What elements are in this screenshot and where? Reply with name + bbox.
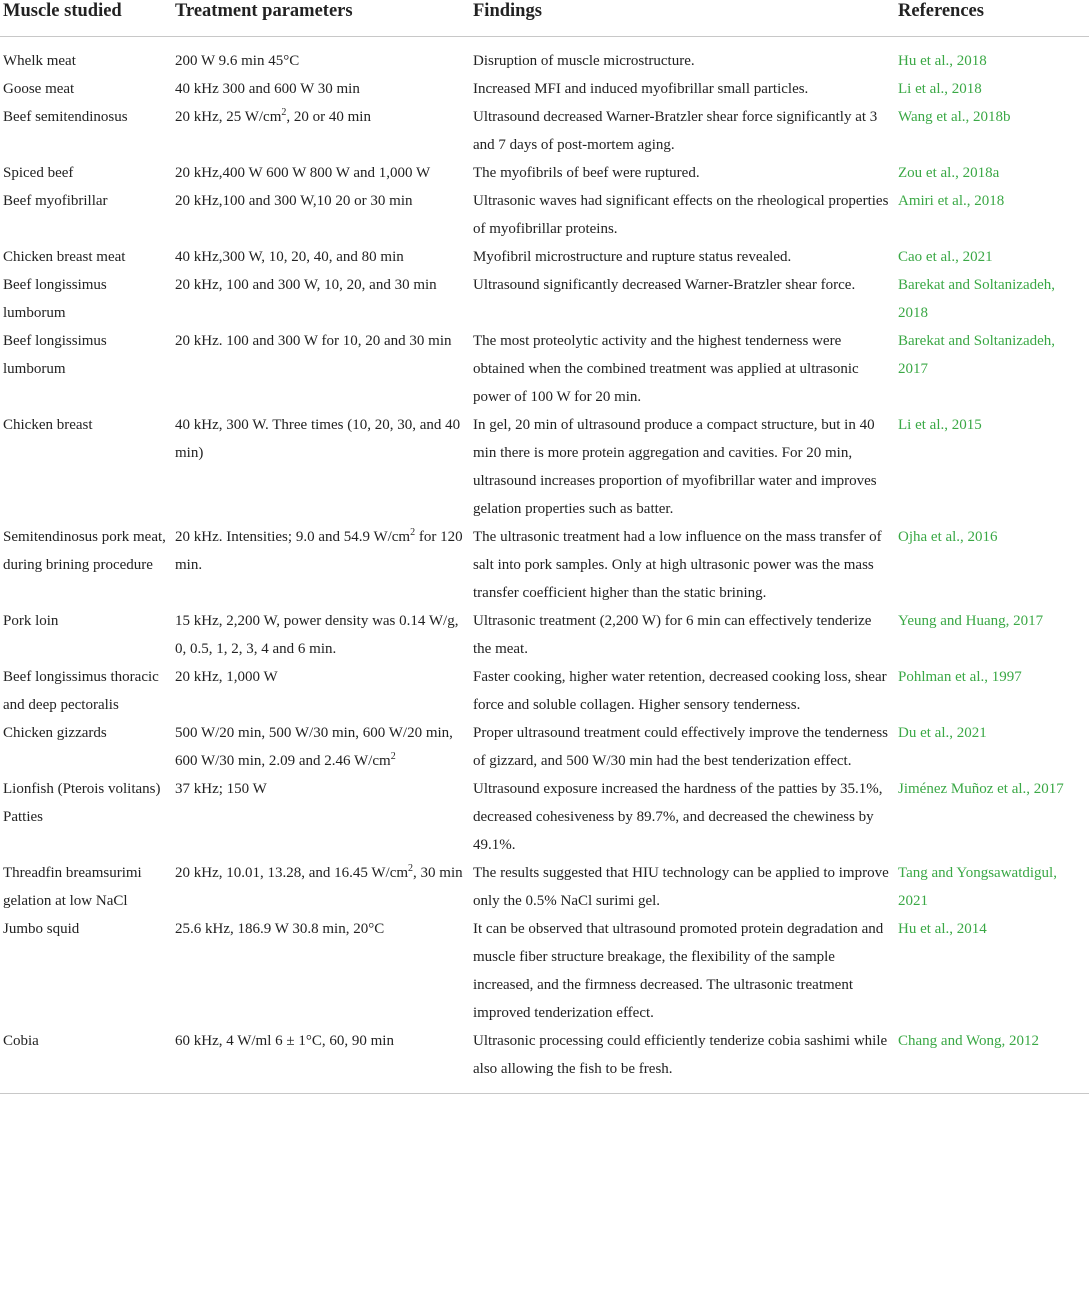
table-row <box>0 607 1089 663</box>
table-row <box>0 37 1089 76</box>
findings-cell: Ultrasonic treatment (2,200 W) for 6 min can effectively tenderize the meat. <box>473 613 872 657</box>
muscle-cell: Goose meat <box>3 81 75 97</box>
params-cell: 60 kHz, 4 W/ml 6 ± 1°C, 60, 90 min <box>172 1027 470 1094</box>
muscle-cell: Chicken breast <box>3 417 93 433</box>
superscript: 2 <box>410 527 416 538</box>
findings-cell: Ultrasonic waves had significant effects on the rheological properties of myofibrillar proteins. <box>473 193 889 237</box>
findings-cell: Disruption of muscle microstructure. <box>473 53 695 69</box>
findings-cell: Faster cooking, higher water retention, decreased cooking loss, shear force and soluble collagen. Higher sensory tenderness. <box>473 669 887 713</box>
reference-link[interactable]: Li et al., 2015 <box>898 417 982 433</box>
reference-link[interactable]: Wang et al., 2018b <box>898 109 1011 125</box>
muscle-cell: Beef myofibrillar <box>3 193 108 209</box>
reference-link[interactable]: Li et al., 2018 <box>898 81 982 97</box>
params-cell <box>172 859 470 915</box>
reference-link[interactable]: Cao et al., 2021 <box>898 249 993 265</box>
superscript: 2 <box>408 863 414 874</box>
muscle-cell: Chicken gizzards <box>3 725 107 741</box>
header-treatment-parameters: Treatment parameters <box>172 0 470 37</box>
reference-link[interactable]: Ojha et al., 2016 <box>898 529 998 545</box>
table-row <box>0 243 1089 271</box>
params-text: for 120 min. <box>175 529 463 573</box>
params-cell: 20 kHz,100 and 300 W,10 20 or 30 min <box>175 193 413 209</box>
reference-link[interactable]: Tang and Yongsawatdigul, 2021 <box>898 865 1057 909</box>
muscle-cell: Threadfin breamsurimi gelation at low NaCl <box>3 865 142 909</box>
superscript: 2 <box>390 751 396 762</box>
superscript: 2 <box>281 107 287 118</box>
params-text: , 20 or 40 min <box>286 109 371 125</box>
reference-link[interactable]: Jiménez Muñoz et al., 2017 <box>898 781 1064 797</box>
findings-cell: Myofibril microstructure and rupture status revealed. <box>473 249 792 265</box>
findings-cell: Ultrasound significantly decreased Warner-Bratzler shear force. <box>473 277 856 293</box>
params-cell <box>172 719 470 775</box>
table-row <box>0 103 1089 159</box>
muscle-cell: Whelk meat <box>3 53 76 69</box>
table-row <box>0 271 1089 327</box>
reference-link[interactable]: Chang and Wong, 2012 <box>895 1027 1089 1094</box>
table-row <box>0 187 1089 243</box>
muscle-cell: Beef longissimus lumborum <box>3 333 107 377</box>
muscle-cell: Chicken breast meat <box>3 249 126 265</box>
params-cell <box>172 523 470 607</box>
reference-link[interactable]: Pohlman et al., 1997 <box>898 669 1022 685</box>
findings-cell: The myofibrils of beef were ruptured. <box>473 165 700 181</box>
params-cell: 40 kHz, 300 W. Three times (10, 20, 30, and 40 min) <box>175 417 461 461</box>
params-text: 20 kHz. Intensities; 9.0 and 54.9 W/cm <box>175 529 411 545</box>
findings-cell: The results suggested that HIU technology can be applied to improve only the 0.5% NaCl surimi gel. <box>473 865 889 909</box>
params-text: 500 W/20 min, 500 W/30 min, 600 W/20 min, 600 W/30 min, 2.09 and 2.46 W/cm <box>175 725 453 769</box>
table-row <box>0 75 1089 103</box>
params-text: , 30 min <box>413 865 463 881</box>
findings-cell: Ultrasound decreased Warner-Bratzler shear force significantly at 3 and 7 days of post-mortem aging. <box>473 109 878 153</box>
muscle-cell: Cobia <box>0 1027 172 1094</box>
params-cell: 15 kHz, 2,200 W, power density was 0.14 W/g, 0, 0.5, 1, 2, 3, 4 and 6 min. <box>175 613 459 657</box>
params-cell <box>172 103 470 159</box>
header-muscle-studied: Muscle studied <box>0 0 172 37</box>
reference-link[interactable]: Barekat and Soltanizadeh, 2018 <box>898 277 1056 321</box>
header-row <box>0 0 1089 37</box>
header-references: References <box>895 0 1089 37</box>
table-row <box>0 159 1089 187</box>
reference-link[interactable]: Hu et al., 2014 <box>898 921 987 937</box>
reference-link[interactable]: Du et al., 2021 <box>898 725 987 741</box>
params-cell: 20 kHz, 100 and 300 W, 10, 20, and 30 min <box>175 277 437 293</box>
params-cell: 20 kHz, 1,000 W <box>175 669 278 685</box>
reference-link[interactable]: Hu et al., 2018 <box>898 53 987 69</box>
findings-cell: The most proteolytic activity and the highest tenderness were obtained when the combined treatment was applied at ultrasonic power of 100 W for 20 min. <box>473 333 859 405</box>
reference-link[interactable]: Yeung and Huang, 2017 <box>898 613 1044 629</box>
reference-link[interactable]: Barekat and Soltanizadeh, 2017 <box>898 333 1056 377</box>
muscle-cell: Beef semitendinosus <box>3 109 128 125</box>
muscle-cell: Beef longissimus thoracic and deep pectoralis <box>3 669 159 713</box>
muscle-cell: Spiced beef <box>3 165 74 181</box>
table-row <box>0 915 1089 1027</box>
findings-cell: It can be observed that ultrasound promoted protein degradation and muscle fiber structure breakage, the flexibility of the sample increased, and the firmness decreased. The ultrasonic treatment improved tenderization effect. <box>473 921 884 1021</box>
findings-cell: Proper ultrasound treatment could effectively improve the tenderness of gizzard, and 500 W/30 min had the best tenderization effect. <box>473 725 889 769</box>
params-cell: 200 W 9.6 min 45°C <box>175 53 300 69</box>
muscle-cell: Pork loin <box>3 613 59 629</box>
table-row <box>0 523 1089 607</box>
reference-link[interactable]: Zou et al., 2018a <box>898 165 1000 181</box>
table-row <box>0 327 1089 411</box>
findings-cell: In gel, 20 min of ultrasound produce a compact structure, but in 40 min there is more protein aggregation and cavities. For 20 min, ultrasound increases proportion of myofibrillar water and improves gelation properties such as batter. <box>473 417 877 517</box>
params-cell: 37 kHz; 150 W <box>175 781 267 797</box>
findings-cell: Ultrasonic processing could efficiently tenderize cobia sashimi while also allowing the fish to be fresh. <box>470 1027 895 1094</box>
muscle-cell: Beef longissimus lumborum <box>3 277 107 321</box>
params-cell: 40 kHz,300 W, 10, 20, 40, and 80 min <box>175 249 404 265</box>
table-row <box>0 775 1089 859</box>
params-text: 20 kHz, 10.01, 13.28, and 16.45 W/cm <box>175 865 409 881</box>
table-row <box>0 1027 1089 1094</box>
table-row <box>0 859 1089 915</box>
muscle-cell: Jumbo squid <box>3 921 80 937</box>
reference-link[interactable]: Amiri et al., 2018 <box>898 193 1005 209</box>
findings-cell: Increased MFI and induced myofibrillar small particles. <box>473 81 809 97</box>
params-cell: 25.6 kHz, 186.9 W 30.8 min, 20°C <box>175 921 385 937</box>
table-row <box>0 663 1089 719</box>
table-row <box>0 719 1089 775</box>
muscle-cell: Semitendinosus pork meat, during brining procedure <box>3 529 166 573</box>
table-row <box>0 411 1089 523</box>
findings-cell: The ultrasonic treatment had a low influence on the mass transfer of salt into pork samples. Only at high ultrasonic power was the mass transfer coefficient higher than the static brining. <box>473 529 882 601</box>
params-cell: 20 kHz. 100 and 300 W for 10, 20 and 30 min <box>175 333 452 349</box>
header-findings: Findings <box>470 0 895 37</box>
params-text: 20 kHz, 25 W/cm <box>175 109 282 125</box>
findings-cell: Ultrasound exposure increased the hardness of the patties by 35.1%, decreased cohesiveness by 89.7%, and decreased the chewiness by 49.1%. <box>473 781 883 853</box>
muscle-cell: Lionfish (Pterois volitans) Patties <box>3 781 161 825</box>
params-cell: 40 kHz 300 and 600 W 30 min <box>175 81 360 97</box>
params-cell: 20 kHz,400 W 600 W 800 W and 1,000 W <box>175 165 431 181</box>
